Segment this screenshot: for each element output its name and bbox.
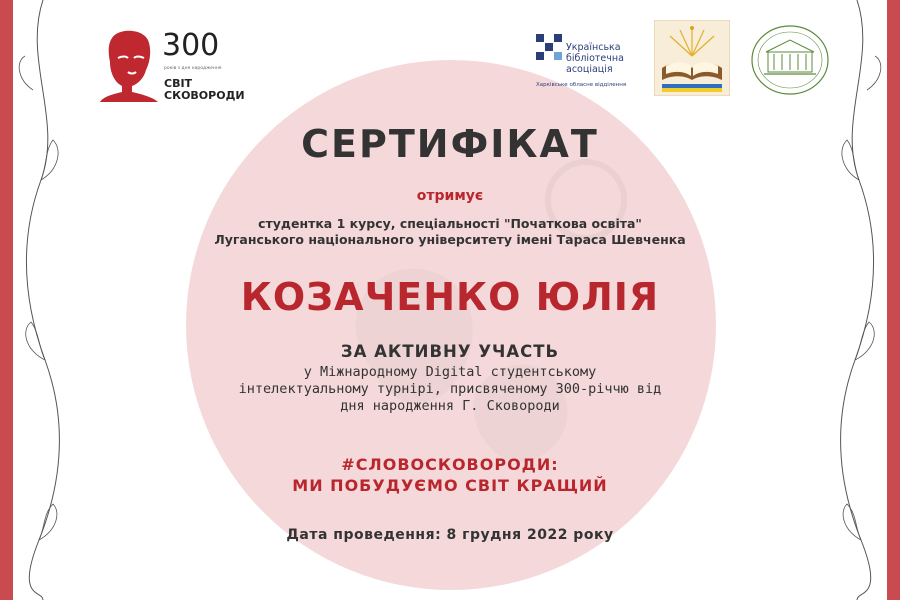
award-heading: ЗА АКТИВНУ УЧАСТЬ	[340, 342, 560, 361]
receives-label: отримує	[416, 188, 484, 204]
skovoroda-300-logo	[98, 28, 245, 104]
student-info	[0, 216, 900, 248]
library-association-line2: бібліотечна	[566, 53, 624, 64]
library-association-line1: Українська	[566, 42, 621, 53]
library-association-mark-icon	[534, 32, 564, 62]
library-building-seal-icon	[750, 24, 830, 98]
logo-300-line1: СВІТ	[164, 77, 193, 90]
student-info-line2: Луганського національного університету імені Тараса Шевченка	[214, 232, 686, 247]
library-association-line3: асоціація	[566, 64, 613, 75]
library-association-logo	[534, 30, 644, 94]
hashtag-slogan	[0, 454, 900, 496]
logo-300-caption: років з дня народження	[164, 66, 222, 71]
hashtag-line1: #СЛОВОСКОВОРОДИ:	[341, 455, 559, 474]
hashtag-line2: МИ ПОБУДУЄМО СВІТ КРАЩИЙ	[292, 476, 608, 495]
library-association-name	[566, 42, 624, 75]
award-description	[0, 364, 900, 415]
skovoroda-portrait-icon	[98, 28, 160, 102]
logo-300-title	[164, 78, 245, 102]
award-description-line1: у Міжнародному Digital студентському	[303, 364, 597, 380]
logo-300-number: 300	[162, 28, 220, 63]
recipient-name: КОЗАЧЕНКО ЮЛІЯ	[240, 275, 660, 319]
open-book-emblem-icon	[654, 20, 730, 96]
award-description-line3: дня народження Г. Сковороди	[340, 398, 560, 414]
award-description-line2: інтелектуальному турнірі, присвяченому 300-річчю від	[238, 381, 662, 397]
logo-300-line2: СКОВОРОДИ	[164, 89, 245, 102]
event-date: Дата проведення: 8 грудня 2022 року	[286, 527, 614, 543]
library-association-subtitle: Харківське обласне відділення	[536, 82, 627, 88]
certificate-title: СЕРТИФІКАТ	[301, 122, 599, 166]
student-info-line1: студентка 1 курсу, спеціальності "Початкова освіта"	[258, 216, 642, 231]
